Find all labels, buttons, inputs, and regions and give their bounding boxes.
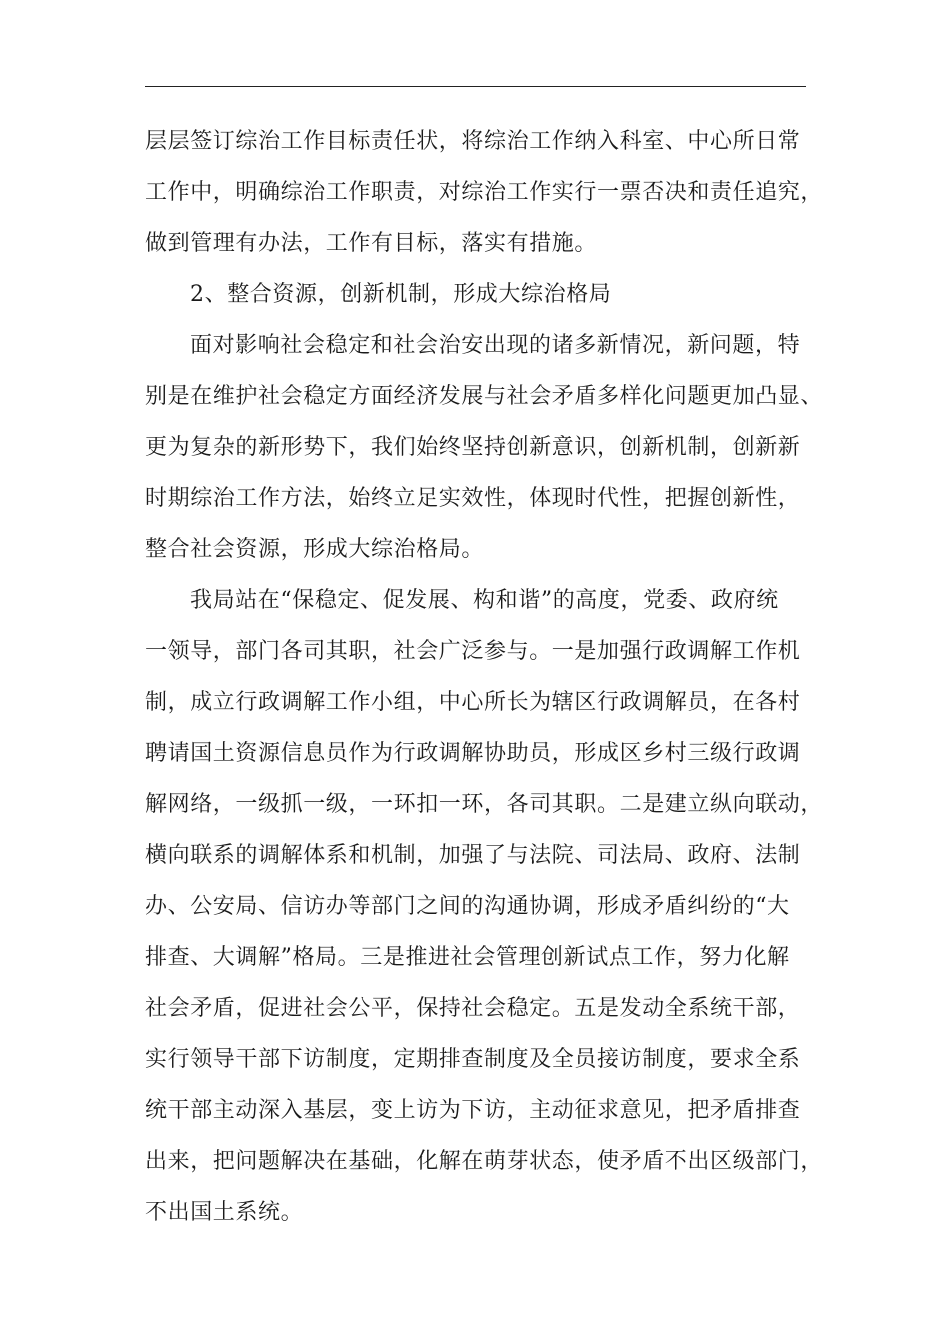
text-line: 别是在维护社会稳定方面经济发展与社会矛盾多样化问题更加凸显、 — [145, 384, 824, 409]
text-line: 社会矛盾，促进社会公平，保持社会稳定。五是发动全系统干部， — [145, 996, 801, 1021]
text-line: 更为复杂的新形势下，我们始终坚持创新意识，创新机制，创新新 — [145, 435, 801, 460]
paragraph-3 — [145, 320, 824, 575]
text-line: 解网络，一级抓一级，一环扣一环，各司其职。二是建立纵向联动， — [145, 792, 824, 817]
text-line: 聘请国土资源信息员作为行政调解协助员，形成区乡村三级行政调 — [145, 741, 801, 766]
text-line: 横向联系的调解体系和机制，加强了与法院、司法局、政府、法制 — [145, 843, 801, 868]
text-line: 实行领导干部下访制度，定期排查制度及全员接访制度，要求全系 — [145, 1047, 801, 1072]
text-line: 不出国土系统。 — [145, 1200, 304, 1225]
section-heading — [145, 269, 817, 320]
text-line: 一领导，部门各司其职，社会广泛参与。一是加强行政调解工作机 — [145, 639, 801, 664]
text-line: 面对影响社会稳定和社会治安出现的诸多新情况，新问题，特 — [190, 333, 801, 358]
text-line: 制，成立行政调解工作小组，中心所长为辖区行政调解员，在各村 — [145, 690, 801, 715]
text-line: 做到管理有办法，工作有目标，落实有措施。 — [145, 231, 598, 256]
paragraph-4 — [145, 575, 824, 1238]
text-line: 排查、大调解”格局。三是推进社会管理创新试点工作，努力化解 — [145, 945, 790, 970]
text-line: 我局站在“保稳定、促发展、构和谐”的高度，党委、政府统 — [190, 588, 779, 613]
heading-line: 2、整合资源，创新机制，形成大综治格局 — [190, 282, 612, 307]
paragraph-1 — [145, 116, 824, 269]
text-line: 办、公安局、信访办等部门之间的沟通协调，形成矛盾纠纷的“大 — [145, 894, 790, 919]
header-rule — [145, 86, 806, 87]
document-body — [145, 116, 824, 1238]
text-line: 出来，把问题解决在基础，化解在萌芽状态，使矛盾不出区级部门， — [145, 1149, 824, 1174]
text-line: 层层签订综治工作目标责任状，将综治工作纳入科室、中心所日常 — [145, 129, 801, 154]
text-line: 时期综治工作方法，始终立足实效性，体现时代性，把握创新性， — [145, 486, 801, 511]
text-line: 统干部主动深入基层，变上访为下访，主动征求意见，把矛盾排查 — [145, 1098, 801, 1123]
text-line: 工作中，明确综治工作职责，对综治工作实行一票否决和责任追究， — [145, 180, 824, 205]
text-line: 整合社会资源，形成大综治格局。 — [145, 537, 485, 562]
